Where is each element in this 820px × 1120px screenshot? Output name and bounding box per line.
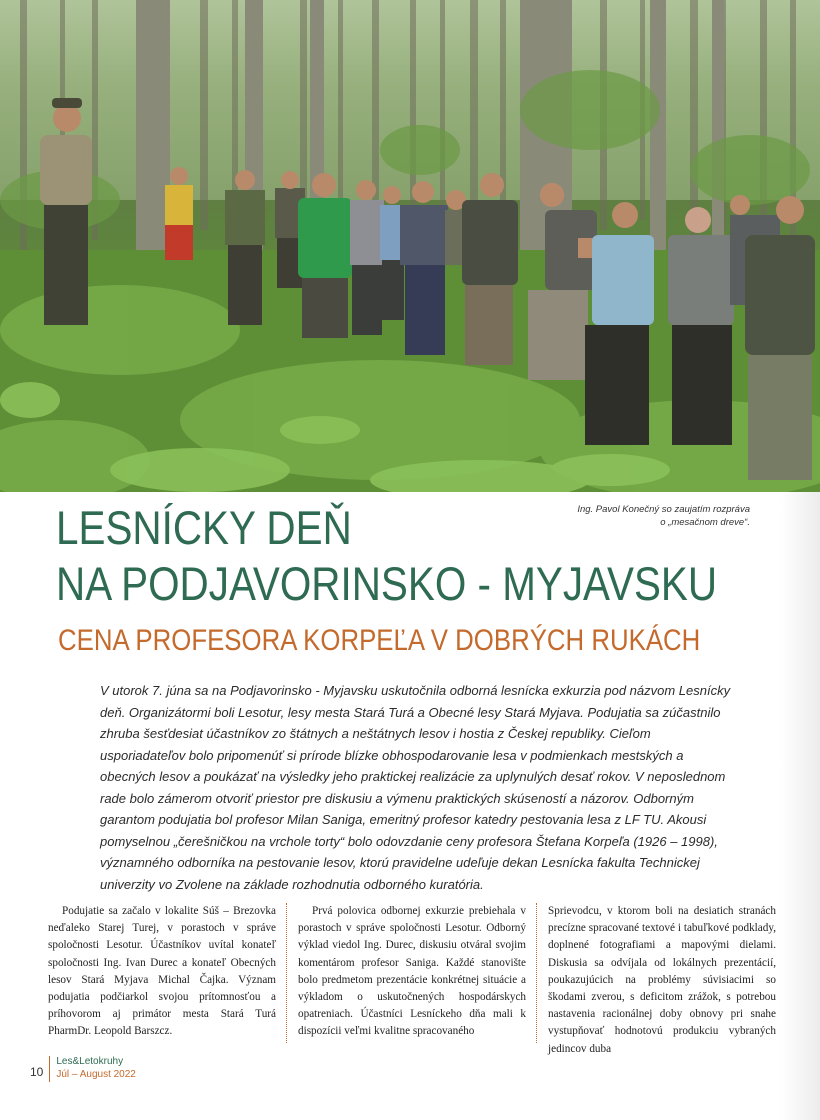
body-column-1: Podujatie sa začalo v lokalite Súš – Brezovka neďaleko Starej Turej, v porastoch v správe spoločnosti Lesotur. Účastníkov uvítal konateľ spoločnosti Ing. Ivan Durec a konateľ Obecných lesov Stará Myjava Michal Čajka. Význam podujatia podčiarkol svojou prítomnosťou a príhovorom aj primátor mesta Stará Turá PharmDr. Leopold Barszcz. [48, 905, 276, 1038]
article-title-line1: LESNÍCKY DEŇ [56, 501, 352, 554]
page-footer [30, 1056, 136, 1082]
article-subtitle: CENA PROFESORA KORPEĽA V DOBRÝCH RUKÁCH [58, 624, 701, 657]
page-number: 10 [30, 1065, 44, 1079]
forest-photo-illustration [0, 0, 820, 492]
article-title [56, 500, 717, 612]
magazine-name: Les&Letokruhy [56, 1056, 124, 1067]
article-title-line2: NA PODJAVORINSKO - MYJAVSKU [56, 557, 718, 610]
body-column-2: Prvá polovica odbornej exkurzie prebiehala v porastoch v správe spoločnosti Lesotur. Odborný výklad viedol Ing. Durec, diskusiu otváral svojim komentárom profesor Saniga. Každé stanovište bolo predmetom prezentácie konkrétnej situácie a výkladom o uskutočnených hospodárskych opatreniach. Účastníci Lesníckeho dňa mali k dispozícii veľmi kvalitne spracovaného [298, 903, 526, 1043]
photo-caption-line1: Ing. Pavol Konečný so zaujatím rozpráva [577, 504, 750, 515]
issue-date: Júl – August 2022 [56, 1069, 136, 1080]
article-photo [0, 0, 820, 492]
photo-caption-line2: o „mesačnom dreve“. [660, 517, 750, 528]
body-column-3: Sprievodcu, v ktorom boli na desiatich stranách precízne spracované textové i tabuľkové podklady, doplnené fotografiami a mapovými dielami. Diskusia sa odvíjala od lokálnych prezentácií, poukazujúcich na problémy súvisiacimi so škodami zverou, s deficitom zrážok, s potrebou nastavenia racionálnej doby obnovy pri snahe vystupňovať hodnotovú produkciu vybraných jedincov duba [548, 905, 776, 1055]
article-body [48, 903, 776, 1055]
article-lead: V utorok 7. júna sa na Podjavorinsko - Myjavsku uskutočnila odborná lesnícka exkurzia pod názvom Lesnícky deň. Organizátormi boli Lesotur, lesy mesta Stará Turá a Obecné lesy Stará Myjava. Podujatia sa zúčastnilo zhruba šesťdesiat účastníkov zo štátnych a neštátnych lesov i hostia z Českej republiky. Cieľom usporiadateľov bolo pripomenúť si prírode blízke obhospodarovanie lesa v podmienkach mestských a obecných lesov a poukázať na výsledky jeho praktickej realizácie za uplynulých desať rokov. V neposlednom rade bolo zámerom otvoriť priestor pre diskusiu a výmenu praktických skúseností a názorov. Odborným garantom podujatia bol profesor Milan Saniga, emeritný profesor katedry pestovania lesa z LF TU. Akousi pomyselnou „čerešničkou na vrchole torty“ bolo odovzdanie ceny profesora Štefana Korpeľa (1926 – 1998), významného odborníka na pestovanie lesov, ktorú pravidelne udeľuje dekan Lesnícka fakulta Technickej univerzity vo Zvolene na základe rozhodnutia odborného kuratória. [100, 683, 731, 892]
page-fold-shadow [780, 492, 820, 1120]
footer-divider [49, 1056, 50, 1082]
